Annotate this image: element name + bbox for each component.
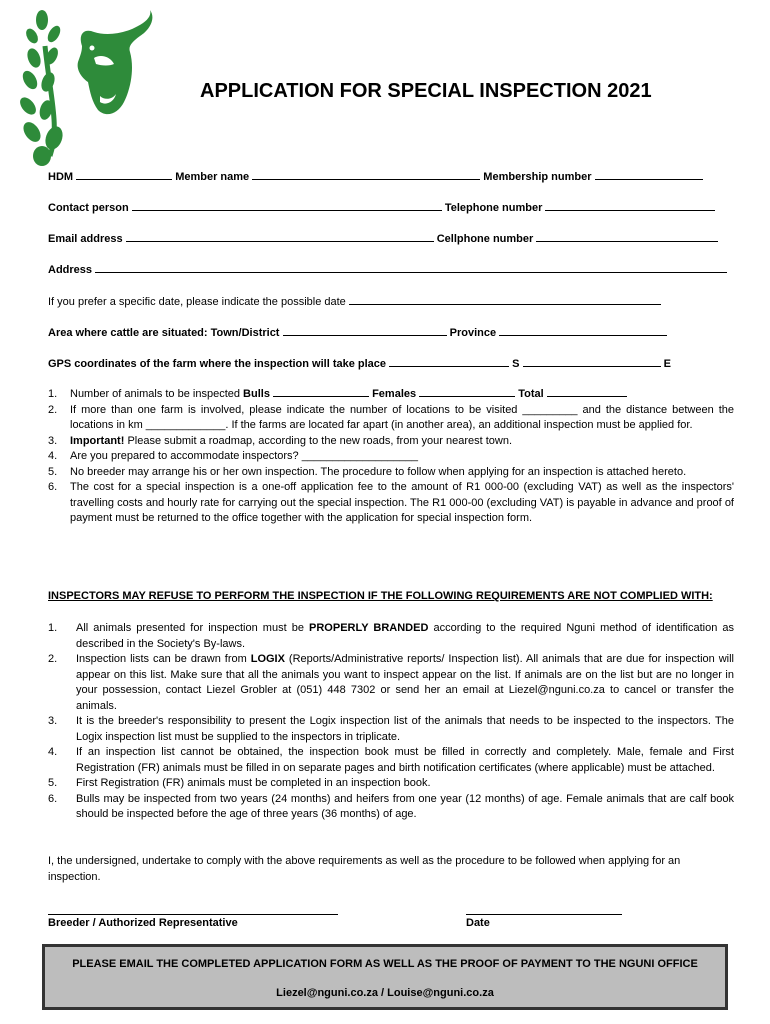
specific-date-label: If you prefer a specific date, please indicate the possible date (48, 296, 346, 308)
list-item: 5. No breeder may arrange his or her own inspection. The procedure to follow when applying for an inspection is attached hereto. (48, 465, 687, 478)
telephone-number-label: Telephone number (444, 202, 543, 214)
gps-s-label: S (512, 358, 520, 370)
telephone-number-field[interactable] (545, 201, 715, 211)
row-area (48, 326, 667, 339)
total-field[interactable] (547, 387, 627, 397)
females-label: Females (372, 388, 417, 400)
list-item: 1. All animals presented for inspection must be PROPERLY BRANDED according to the required Nguni method of identification as described in the Society's By-laws. (48, 622, 735, 650)
contact-person-field[interactable] (132, 201, 442, 211)
bulls-label: Bulls (243, 388, 270, 400)
gps-e-field[interactable] (523, 357, 661, 367)
cellphone-number-field[interactable] (536, 232, 718, 242)
email-address-label: Email address (48, 233, 123, 245)
date-signature-line[interactable] (466, 914, 622, 915)
footer-instruction: PLEASE EMAIL THE COMPLETED APPLICATION FORM AS WELL AS THE PROOF OF PAYMENT TO THE NGUNI OFFICE (72, 958, 698, 970)
breeder-signature-line[interactable] (48, 914, 338, 915)
list-item: 6. The cost for a special inspection is a one-off application fee to the amount of R1 000-00 (excluding VAT) as well as the inspectors' travelling costs and hourly rate for carrying out the special inspection. The R1 000-00 (excluding VAT) is payable in advance and proof of payment must be returned to the office together with the application for special inspection form. (48, 481, 734, 524)
membership-number-label: Membership number (483, 171, 592, 183)
date-label: Date (466, 917, 490, 929)
nguni-logo (20, 6, 160, 166)
member-name-label: Member name (175, 171, 250, 183)
declaration-text: I, the undersigned, undertake to comply with the above requirements as well as the procedure to be followed when applying for an inspection. (48, 855, 681, 883)
list-item: 3. Important! Please submit a roadmap, according to the new roads, from your nearest town. (48, 434, 513, 447)
email-address-field[interactable] (126, 232, 434, 242)
application-list (48, 387, 734, 527)
row-address (48, 263, 727, 276)
list-item: 5. First Registration (FR) animals must be completed in an inspection book. (48, 777, 431, 789)
requirements-heading: INSPECTORS MAY REFUSE TO PERFORM THE INSPECTION IF THE FOLLOWING REQUIREMENTS ARE NOT COMPLIED WITH: (48, 590, 713, 602)
gps-label: GPS coordinates of the farm where the inspection will take place (48, 358, 387, 370)
hdm-field[interactable] (76, 170, 172, 180)
list-item: 2. If more than one farm is involved, please indicate the number of locations to be visited _________ and the distance between the locations in km _____________. If the farms are located far apart (in another area), an additional inspection must be applied for. (48, 403, 734, 431)
list-item: 4. Are you prepared to accommodate inspectors? ___________________ (48, 450, 418, 462)
hdm-label: HDM (48, 171, 74, 183)
province-label: Province (449, 327, 497, 339)
address-label: Address (48, 264, 93, 276)
footer-emails: Liezel@nguni.co.za / Louise@nguni.co.za (276, 987, 494, 999)
membership-number-field[interactable] (595, 170, 703, 180)
cellphone-number-label: Cellphone number (436, 233, 534, 245)
town-district-field[interactable] (283, 326, 447, 336)
footer-box (42, 944, 728, 1010)
list-item: 4. If an inspection list cannot be obtained, the inspection book must be filled in correctly and completely. Male, female and First Registration (FR) animals must be filled in on separate pages and birth notification certificates (where applicable) must be attached. (48, 746, 734, 774)
specific-date-field[interactable] (349, 295, 661, 305)
row-gps (48, 357, 671, 370)
total-label: Total (518, 388, 544, 400)
bulls-field[interactable] (273, 387, 369, 397)
gps-e-label: E (663, 358, 671, 370)
row-email (48, 232, 718, 245)
females-field[interactable] (419, 387, 515, 397)
address-field[interactable] (95, 263, 727, 273)
row-hdm (48, 170, 703, 183)
list-item: 3. It is the breeder's responsibility to present the Logix inspection list of the animals that needs to be inspected to the inspectors. The Logix inspection list must be supplied to the inspectors in triplicate. (48, 715, 734, 743)
province-field[interactable] (499, 326, 667, 336)
row-contact (48, 201, 715, 214)
requirements-list (48, 621, 734, 823)
area-label: Area where cattle are situated: Town/District (48, 327, 280, 339)
row-specific-date (48, 295, 661, 308)
breeder-signature-label: Breeder / Authorized Representative (48, 917, 238, 929)
gps-s-field[interactable] (389, 357, 509, 367)
list-item: 6. Bulls may be inspected from two years (24 months) and heifers from one year (12 months) of age. Female animals that are calf book should be inspected before the age of three years (36 months) of age. (48, 792, 734, 820)
list-item: 2. Inspection lists can be drawn from LOGIX (Reports/Administrative reports/ Inspection list). All animals that are due for inspection will appear on this list. Make sure that all the animals you want to inspect appear on the list. If animals are on the list but are no longer in your possession, contact Liezel Grobler at (051) 448 7302 or send her an email at Liezel@nguni.co.za to cancel or transfer the animals. (48, 653, 735, 712)
page-title: APPLICATION FOR SPECIAL INSPECTION 2021 (200, 80, 652, 102)
contact-person-label: Contact person (48, 202, 129, 214)
member-name-field[interactable] (252, 170, 480, 180)
list-item: 1. Number of animals to be inspected Bulls Females Total (48, 387, 734, 403)
